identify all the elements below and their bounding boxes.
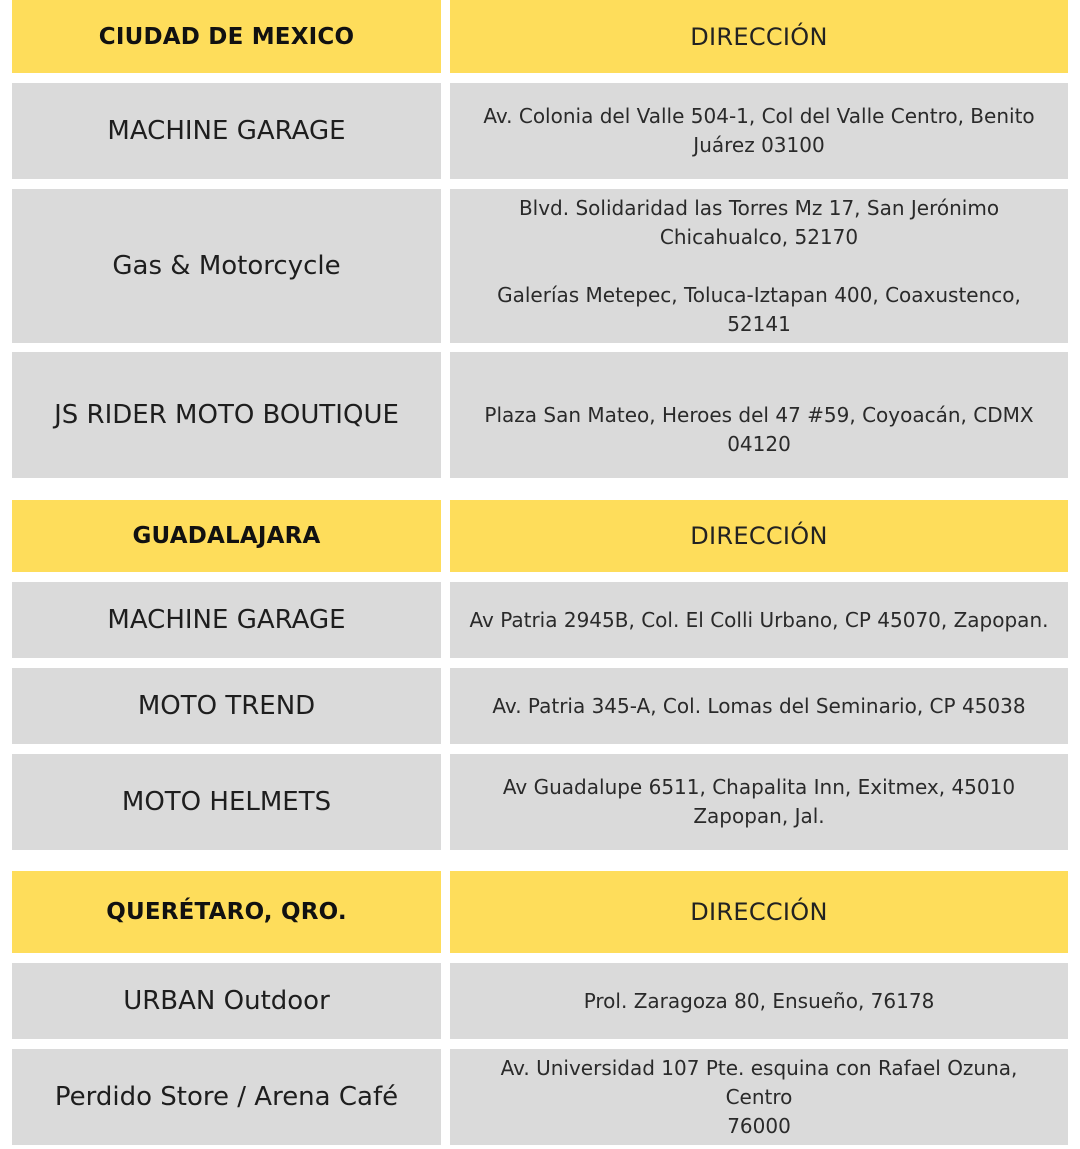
store-address bbox=[450, 754, 1068, 850]
section-header-city: QUERÉTARO, QRO. bbox=[12, 871, 441, 953]
address-line: Blvd. Solidaridad las Torres Mz 17, San Jerónimo bbox=[518, 195, 1000, 220]
store-name: MACHINE GARAGE bbox=[12, 582, 441, 658]
store-name: Perdido Store / Arena Café bbox=[12, 1049, 441, 1145]
section-header-address: DIRECCIÓN bbox=[450, 0, 1068, 73]
address-line: 76000 bbox=[727, 1113, 791, 1138]
address-line: Chicahualco, 52170 bbox=[659, 224, 859, 249]
store-address bbox=[450, 1049, 1068, 1145]
store-name: Gas & Motorcycle bbox=[12, 189, 441, 343]
address-line: Plaza San Mateo, Heroes del 47 #59, Coyoacán, CDMX bbox=[484, 403, 1034, 427]
address-line: Av Guadalupe 6511, Chapalita Inn, Exitmex, 45010 bbox=[502, 775, 1016, 799]
section-header-city: CIUDAD DE MEXICO bbox=[12, 0, 441, 73]
section-header-address: DIRECCIÓN bbox=[450, 500, 1068, 572]
store-name: MOTO TREND bbox=[12, 668, 441, 744]
section-header-city: GUADALAJARA bbox=[12, 500, 441, 572]
address-line: Zapopan, Jal. bbox=[693, 804, 825, 828]
store-address bbox=[450, 189, 1068, 343]
store-name: JS RIDER MOTO BOUTIQUE bbox=[12, 352, 441, 478]
address-line: Av. Patria 345-A, Col. Lomas del Seminario, CP 45038 bbox=[492, 693, 1026, 718]
address-line: 04120 bbox=[727, 432, 791, 456]
store-address bbox=[450, 582, 1068, 658]
store-name: MOTO HELMETS bbox=[12, 754, 441, 850]
store-address bbox=[450, 352, 1068, 478]
address-line: Av Patria 2945B, Col. El Colli Urbano, CP 45070, Zapopan. bbox=[469, 607, 1049, 632]
store-address bbox=[450, 668, 1068, 744]
store-address bbox=[450, 963, 1068, 1039]
address-line: Galerías Metepec, Toluca-Iztapan 400, Coaxustenco, 52141 bbox=[497, 282, 1021, 336]
store-address bbox=[450, 83, 1068, 179]
store-name: URBAN Outdoor bbox=[12, 963, 441, 1039]
address-line: Av. Universidad 107 Pte. esquina con Rafael Ozuna, Centro bbox=[500, 1055, 1018, 1109]
address-line: Juárez 03100 bbox=[693, 133, 825, 157]
address-line: Prol. Zaragoza 80, Ensueño, 76178 bbox=[583, 988, 935, 1013]
store-name: MACHINE GARAGE bbox=[12, 83, 441, 179]
section-header-address: DIRECCIÓN bbox=[450, 871, 1068, 953]
address-line: Av. Colonia del Valle 504-1, Col del Valle Centro, Benito bbox=[483, 104, 1035, 128]
